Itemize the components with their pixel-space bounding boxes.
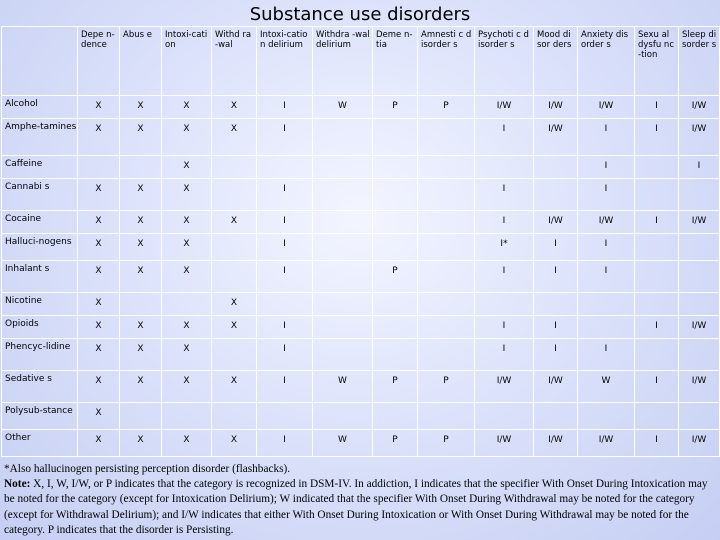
substance-disorder-table [1,26,720,457]
table-cell [313,119,373,156]
table-cell: X [120,430,162,457]
table-cell: P [418,371,475,403]
table-cell [418,156,475,179]
table-cell [373,156,418,179]
table-cell: I/W [475,371,534,403]
table-cell: W [313,96,373,119]
table-cell: I/W [534,96,578,119]
table-row [2,430,720,457]
table-cell: X [162,156,212,179]
table-cell: I [257,430,313,457]
table-cell [635,293,679,316]
table-cell: I/W [679,96,720,119]
table-cell: X [212,96,257,119]
table-cell: X [162,316,212,339]
table-cell: X [162,211,212,234]
table-cell [534,293,578,316]
table-cell [78,156,120,179]
column-header: Deme n-tia [373,27,418,96]
table-cell [212,261,257,293]
table-cell [679,403,720,430]
table-cell: X [78,403,120,430]
table-cell: P [373,430,418,457]
table-cell: I [257,234,313,261]
table-cell: P [373,96,418,119]
table-cell: I [475,261,534,293]
table-cell [635,234,679,261]
table-cell [679,179,720,211]
table-cell: X [212,371,257,403]
table-cell: X [212,430,257,457]
table-cell [418,179,475,211]
table-cell: P [418,96,475,119]
table-cell: X [120,96,162,119]
table-cell: I/W [578,430,635,457]
table-cell: X [162,96,212,119]
table-row [2,96,720,119]
table-cell [313,293,373,316]
table-row [2,211,720,234]
table-cell: X [162,339,212,371]
table-cell: I [679,156,720,179]
note-label: Note: [4,478,31,491]
table-cell [635,339,679,371]
table-cell: I/W [679,316,720,339]
table-row [2,234,720,261]
table-cell: X [120,316,162,339]
table-cell [313,179,373,211]
table-cell: I/W [475,96,534,119]
table-cell [418,211,475,234]
table-cell [475,156,534,179]
table-cell: I [475,211,534,234]
table-cell [373,293,418,316]
slide-title: Substance use disorders [249,4,471,25]
table-cell [534,403,578,430]
table-cell: X [120,211,162,234]
table-cell [635,179,679,211]
table-cell: I [578,179,635,211]
table-cell: X [78,179,120,211]
table-cell: I [578,339,635,371]
table-cell: X [120,261,162,293]
table-cell [212,234,257,261]
table-row [2,403,720,430]
column-header: Amnesti c disorder s [418,27,475,96]
table-cell [475,293,534,316]
table-cell: I/W [578,96,635,119]
row-label: Caffeine [2,156,78,179]
table-cell: I [257,119,313,156]
table-cell: I [635,96,679,119]
table-cell: I/W [679,119,720,156]
table-cell: P [373,371,418,403]
table-cell: I [257,339,313,371]
table-cell: I [475,119,534,156]
table-cell [212,156,257,179]
table-row [2,339,720,371]
footnote [4,462,716,538]
row-label: Amphe-tamines [2,119,78,156]
row-label: Halluci-nogens [2,234,78,261]
row-label: Opioids [2,316,78,339]
table-cell: I/W [578,211,635,234]
table-cell: I [257,261,313,293]
table-cell: I [257,316,313,339]
table-cell: I/W [475,430,534,457]
table-cell: X [78,234,120,261]
column-header: Depe n-dence [78,27,120,96]
table-cell: P [373,261,418,293]
row-label: Cocaine [2,211,78,234]
table-cell [120,156,162,179]
table-cell [373,211,418,234]
table-row [2,261,720,293]
table-cell: I [578,156,635,179]
column-header: Intoxi-cation delirium [257,27,313,96]
table-cell: X [78,316,120,339]
table-cell: I [475,179,534,211]
table-cell [635,156,679,179]
table-cell [313,234,373,261]
table-cell [418,339,475,371]
table-cell: I [257,179,313,211]
table-cell: I/W [534,211,578,234]
table-cell: I/W [534,371,578,403]
table-cell [313,156,373,179]
table-cell: I [635,211,679,234]
table-cell: I [534,261,578,293]
table-cell [257,293,313,316]
table-cell: X [78,339,120,371]
table-cell [257,156,313,179]
table-cell [534,156,578,179]
table-cell [418,119,475,156]
footnote-asterisk: *Also hallucinogen persisting perception disorder (flashbacks). [4,463,291,475]
table-cell: X [212,316,257,339]
table-cell: X [78,119,120,156]
table-cell: I [257,371,313,403]
table-cell: I [635,371,679,403]
table-cell [120,403,162,430]
table-cell: I [475,316,534,339]
table-cell [679,261,720,293]
table-cell: X [162,371,212,403]
table-cell [418,316,475,339]
table-cell: X [162,234,212,261]
table-cell: I [635,119,679,156]
table-cell [313,403,373,430]
table-cell [578,403,635,430]
table-cell [120,293,162,316]
table-cell: X [162,430,212,457]
column-header: Abus e [120,27,162,96]
table-cell [373,316,418,339]
row-label: Polysub-stance [2,403,78,430]
table-cell: W [313,430,373,457]
row-label: Other [2,430,78,457]
table-cell [313,261,373,293]
table-cell [162,293,212,316]
table-cell [418,293,475,316]
table-cell: P [418,430,475,457]
table-cell: I [578,119,635,156]
table-cell: X [78,96,120,119]
table-cell: I [534,234,578,261]
table-cell: I/W [679,371,720,403]
column-header: Intoxi-cation [162,27,212,96]
table-cell [578,293,635,316]
table-cell: I* [475,234,534,261]
table-row [2,119,720,156]
table-body [2,96,720,457]
row-label: Inhalant s [2,261,78,293]
table-cell: X [212,293,257,316]
row-label: Cannabi s [2,179,78,211]
table-cell [534,179,578,211]
table-cell [418,234,475,261]
table-cell: W [313,371,373,403]
table-cell [679,234,720,261]
table-cell: X [78,371,120,403]
table-cell: X [212,119,257,156]
table-cell [418,261,475,293]
table-cell [373,403,418,430]
table-cell: X [212,211,257,234]
note-text: X, I, W, I/W, or P indicates that the category is recognized in DSM-IV. In addiction, I indicates that the specifier With Onset During Intoxication may be noted for the category (except for Intoxication Delirium); W indicated that the specifier With Onset During Withdrawal may be noted for the category (except for Withdrawal Delirium); and I/W indicates that either With Onset During Intoxication or With Onset During Withdrawal may be noted for the category. P indicates that the disorder is Persisting. [4,478,708,536]
column-header: Withd ra-wal [212,27,257,96]
footnote-note [4,477,716,538]
table-cell [212,339,257,371]
table-cell: X [120,234,162,261]
table-cell [313,211,373,234]
table-cell: X [120,339,162,371]
row-label: Phencyc-lidine [2,339,78,371]
table-cell [635,261,679,293]
table-cell [162,403,212,430]
table-cell: I [635,316,679,339]
table-cell: I [534,339,578,371]
table-cell: X [120,179,162,211]
corner-cell [2,27,78,96]
table-cell: I [534,316,578,339]
table-cell: X [162,179,212,211]
column-header: Psychoti c disorder s [475,27,534,96]
column-header: Mood disor ders [534,27,578,96]
table-row [2,179,720,211]
row-label: Sedative s [2,371,78,403]
row-label: Alcohol [2,96,78,119]
table-cell: I/W [534,430,578,457]
table-cell [313,316,373,339]
table-cell: I [257,211,313,234]
table-cell [418,403,475,430]
table-cell: X [120,119,162,156]
column-header: Anxiety disorder s [578,27,635,96]
table-cell: X [162,119,212,156]
table-cell: I [578,261,635,293]
header-row [2,27,720,96]
table-cell: I [578,234,635,261]
table-row [2,293,720,316]
column-header: Sexu al dysfu nc-tion [635,27,679,96]
table-row [2,316,720,339]
table-cell [679,339,720,371]
table-cell: X [78,261,120,293]
table-cell: I [635,430,679,457]
table-cell [313,339,373,371]
table-cell [373,234,418,261]
table-cell [373,179,418,211]
table-cell: I [257,96,313,119]
table-cell: W [578,371,635,403]
table-cell [373,119,418,156]
table-cell [635,403,679,430]
table-cell [679,293,720,316]
table-cell: I/W [534,119,578,156]
table-cell [373,339,418,371]
table-row [2,371,720,403]
table-cell: X [78,293,120,316]
table-row [2,156,720,179]
table-cell [212,403,257,430]
table-cell: I [475,339,534,371]
table-cell: I/W [679,430,720,457]
table-cell [257,403,313,430]
row-label: Nicotine [2,293,78,316]
table-cell: X [162,261,212,293]
table-cell: X [78,430,120,457]
column-header: Withdra -wal delirium [313,27,373,96]
table-cell: X [78,211,120,234]
table-cell: X [120,371,162,403]
table-cell [475,403,534,430]
table-cell [578,316,635,339]
column-header: Sleep disorder s [679,27,720,96]
table-cell: I/W [679,211,720,234]
table-cell [212,179,257,211]
